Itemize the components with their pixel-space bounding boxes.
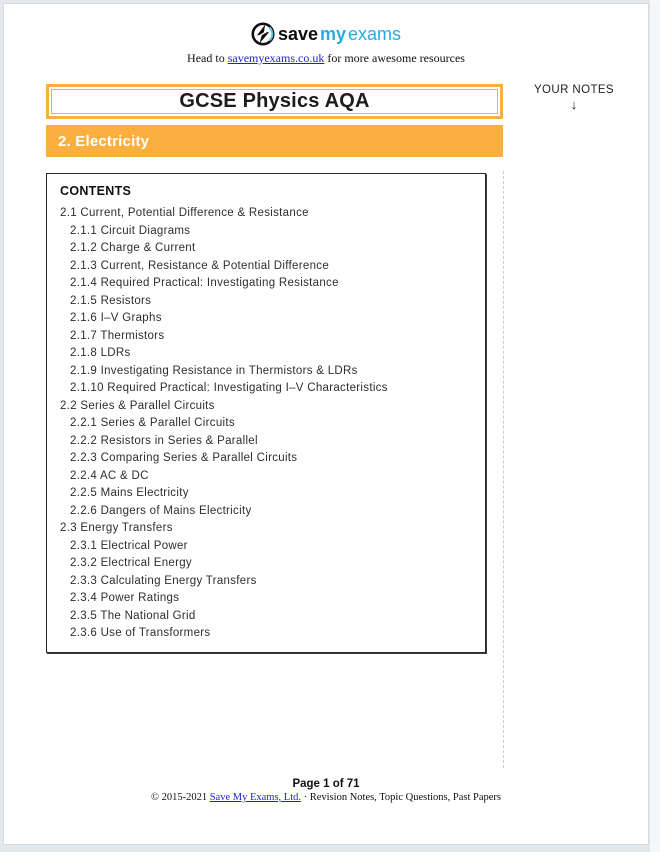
contents-item: 2.1.3 Current, Resistance & Potential Difference (70, 259, 330, 272)
savemyexams-logo (4, 22, 648, 46)
contents-item: 2.3 Energy Transfers (60, 522, 173, 534)
lightning-bolt-icon (251, 22, 275, 46)
contents-list (60, 205, 475, 643)
copyright-prefix: © 2015-2021 (150, 792, 210, 803)
document-page (3, 3, 649, 845)
your-notes (514, 84, 634, 112)
contents-item: 2.2.5 Mains Electricity (70, 487, 189, 499)
contents-item: 2.3.2 Electrical Energy (70, 557, 192, 569)
contents-item: 2.3.3 Calculating Energy Transfers (70, 574, 257, 587)
course-title-inner-border (51, 89, 498, 114)
course-title-box (46, 84, 503, 119)
contents-item: 2.3.5 The National Grid (70, 609, 196, 622)
tagline-prefix: Head to (187, 51, 228, 65)
contents-item: 2.1.7 Thermistors (70, 329, 165, 342)
logo-word-my: my (320, 24, 347, 44)
header-tagline (4, 51, 648, 66)
contents-item: 2.3.1 Electrical Power (70, 539, 188, 552)
contents-item: 2.2.6 Dangers of Mains Electricity (70, 504, 252, 517)
contents-item: 2.2.1 Series & Parallel Circuits (70, 417, 235, 429)
page-title: GCSE Physics AQA (179, 90, 370, 112)
contents-item: 2.2.3 Comparing Series & Parallel Circuits (70, 452, 298, 464)
notes-divider-dashed-line (503, 171, 504, 768)
save-my-exams-link[interactable]: Save My Exams, Ltd. (209, 792, 301, 803)
contents-heading: CONTENTS (60, 184, 132, 198)
savemyexams-link[interactable]: savemyexams.co.uk (227, 51, 325, 65)
contents-item: 2.2.2 Resistors in Series & Parallel (70, 434, 258, 447)
contents-item: 2.3.4 Power Ratings (70, 592, 180, 604)
contents-item: 2.1.10 Required Practical: Investigating I–V Characteristics (70, 382, 388, 394)
scrollbar-track[interactable] (649, 0, 660, 852)
down-arrow-icon: ↓ (570, 97, 578, 112)
copyright-line (4, 792, 648, 803)
logo-wordmark (278, 22, 401, 46)
tagline-suffix: for more awesome resources (324, 51, 465, 65)
contents-item: 2.1.1 Circuit Diagrams (70, 224, 191, 237)
logo-word-save: save (277, 24, 318, 44)
logo-word-exams: exams (348, 24, 402, 44)
contents-item: 2.1.2 Charge & Current (70, 242, 196, 254)
contents-item: 2.2 Series & Parallel Circuits (60, 399, 215, 412)
contents-item: 2.1.5 Resistors (70, 294, 152, 307)
contents-item: 2.2.4 AC & DC (70, 469, 149, 482)
page-number: Page 1 of 71 (292, 778, 360, 790)
contents-item: 2.1.8 LDRs (70, 347, 131, 359)
contents-item: 2.1.4 Required Practical: Investigating Resistance (70, 277, 339, 289)
chapter-banner: 2. Electricity (46, 125, 503, 157)
your-notes-label: YOUR NOTES (533, 84, 615, 96)
contents-item: 2.1.9 Investigating Resistance in Thermistors & LDRs (70, 364, 358, 377)
contents-item: 2.1 Current, Potential Difference & Resistance (60, 207, 309, 219)
copyright-suffix: · Revision Notes, Topic Questions, Past Papers (300, 792, 502, 803)
contents-box (46, 173, 486, 653)
contents-item: 2.3.6 Use of Transformers (70, 627, 211, 639)
contents-item: 2.1.6 I–V Graphs (70, 312, 162, 324)
